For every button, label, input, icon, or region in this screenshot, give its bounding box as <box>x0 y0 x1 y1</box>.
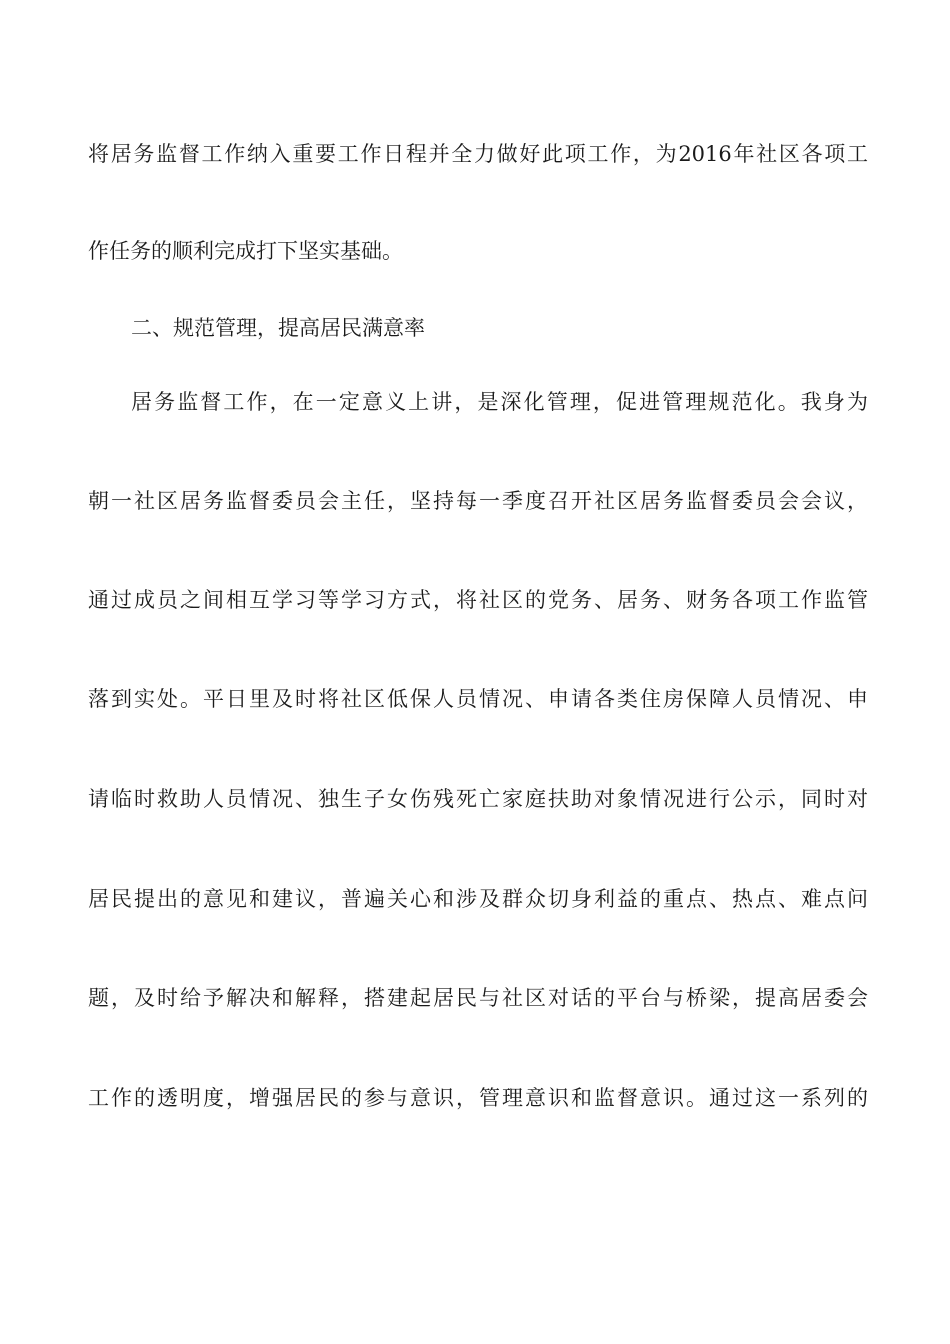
paragraph-line: 题，及时给予解决和解释，搭建起居民与社区对话的平台与桥梁，提高居委会 <box>88 986 868 1010</box>
paragraph-line: 通过成员之间相互学习等学习方式，将社区的党务、居务、财务各项工作监管 <box>88 588 868 612</box>
paragraph-line: 居民提出的意见和建议，普遍关心和涉及群众切身利益的重点、热点、难点问 <box>88 887 868 911</box>
paragraph-line: 朝一社区居务监督委员会主任，坚持每一季度召开社区居务监督委员会会议， <box>88 489 868 513</box>
paragraph-line: 请临时救助人员情况、独生子女伤残死亡家庭扶助对象情况进行公示，同时对 <box>88 787 868 811</box>
section-heading: 二、规范管理，提高居民满意率 <box>131 316 425 340</box>
paragraph-line: 作任务的顺利完成打下坚实基础。 <box>88 239 403 263</box>
paragraph-line: 工作的透明度，增强居民的参与意识，管理意识和监督意识。通过这一系列的 <box>88 1086 868 1110</box>
paragraph-line: 将居务监督工作纳入重要工作日程并全力做好此项工作，为2016年社区各项工 <box>88 142 868 166</box>
paragraph-line: 居务监督工作，在一定意义上讲，是深化管理，促进管理规范化。我身为 <box>131 390 868 414</box>
paragraph-line: 落到实处。平日里及时将社区低保人员情况、申请各类住房保障人员情况、申 <box>88 687 868 711</box>
